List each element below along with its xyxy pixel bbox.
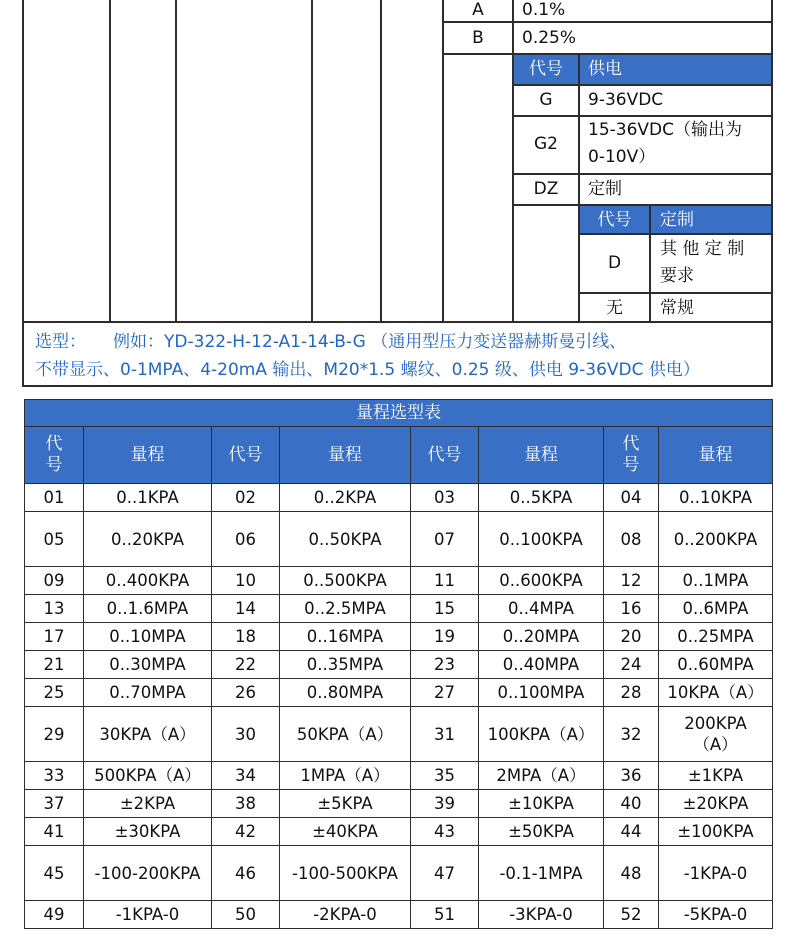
range-table-row	[25, 679, 773, 707]
range-table	[24, 399, 773, 929]
range-code-cell: 36	[604, 762, 659, 790]
range-value-cell: 0..60MPA	[659, 651, 773, 679]
range-table-row	[25, 846, 773, 901]
header-code: 代号	[411, 427, 479, 484]
row-divider	[442, 21, 773, 23]
range-code-cell: 26	[212, 679, 280, 707]
column-divider	[311, 0, 313, 322]
range-value-cell: 0..1KPA	[84, 484, 212, 512]
range-code-cell: 04	[604, 484, 659, 512]
range-table-row	[25, 484, 773, 512]
range-code-cell: 46	[212, 846, 280, 901]
range-code-cell: 50	[212, 901, 280, 929]
range-code-cell: 42	[212, 818, 280, 846]
range-value-cell: ±100KPA	[659, 818, 773, 846]
power-code-g2: G2	[534, 134, 558, 154]
range-value-cell: 0..20KPA	[84, 512, 212, 567]
accuracy-code-a: A	[472, 0, 484, 20]
range-code-cell: 16	[604, 595, 659, 623]
accuracy-value-a: 0.1%	[522, 0, 566, 20]
range-code-cell: 07	[411, 512, 479, 567]
range-code-cell: 21	[25, 651, 84, 679]
range-code-cell: 20	[604, 623, 659, 651]
range-value-cell: 0..40MPA	[479, 651, 604, 679]
range-code-cell: 05	[25, 512, 84, 567]
row-divider	[578, 233, 773, 235]
range-code-cell: 19	[411, 623, 479, 651]
power-value-g2-line2: 0-10V）	[588, 147, 656, 167]
custom-header-name: 定制	[660, 210, 694, 230]
range-code-cell: 38	[212, 790, 280, 818]
power-header-name: 供电	[588, 59, 622, 79]
range-code-cell: 40	[604, 790, 659, 818]
range-value-cell: -0.1-1MPA	[479, 846, 604, 901]
row-divider	[512, 84, 773, 86]
range-code-cell: 12	[604, 567, 659, 595]
range-value-cell: 0..600KPA	[479, 567, 604, 595]
range-value-cell: 0..16MPA	[280, 623, 411, 651]
range-value-cell: -1KPA-0	[84, 901, 212, 929]
range-value-cell: ±50KPA	[479, 818, 604, 846]
selection-note-line1: 选型： 例如：YD-322-H-12-A1-14-B-G （通用型压力变送器赫斯曼引线、	[35, 332, 627, 352]
range-code-cell: 23	[411, 651, 479, 679]
range-code-cell: 52	[604, 901, 659, 929]
range-value-cell: 0..400KPA	[84, 567, 212, 595]
range-code-cell: 33	[25, 762, 84, 790]
range-value-cell: 0..6MPA	[659, 595, 773, 623]
header-range: 量程	[84, 427, 212, 484]
range-value-cell: 10KPA（A）	[659, 679, 773, 707]
range-value-cell: 0..5KPA	[479, 484, 604, 512]
frame-note-divider	[22, 321, 773, 323]
range-value-cell: ±1KPA	[659, 762, 773, 790]
range-value-cell: 100KPA（A）	[479, 707, 604, 762]
range-value-cell: 0..1.6MPA	[84, 595, 212, 623]
range-code-cell: 01	[25, 484, 84, 512]
range-value-cell: 0..10KPA	[659, 484, 773, 512]
power-code-g: G	[539, 90, 553, 110]
range-value-cell: -5KPA-0	[659, 901, 773, 929]
custom-code-none: 无	[606, 298, 623, 318]
range-code-cell: 22	[212, 651, 280, 679]
selection-note-line2: 不带显示、0-1MPA、4-20mA 输出、M20*1.5 螺纹、0.25 级、供电 9-36VDC 供电）	[35, 360, 700, 380]
frame-right-border	[771, 0, 773, 387]
custom-header-code: 代号	[597, 210, 632, 230]
column-divider	[380, 0, 382, 322]
range-code-cell: 10	[212, 567, 280, 595]
header-code: 代号	[25, 427, 84, 484]
range-code-cell: 34	[212, 762, 280, 790]
range-value-cell: 500KPA（A）	[84, 762, 212, 790]
range-code-cell: 03	[411, 484, 479, 512]
range-code-cell: 49	[25, 901, 84, 929]
range-table-row	[25, 762, 773, 790]
range-code-cell: 29	[25, 707, 84, 762]
range-code-cell: 11	[411, 567, 479, 595]
range-code-cell: 06	[212, 512, 280, 567]
column-divider	[175, 0, 177, 322]
range-value-cell: 0..100MPA	[479, 679, 604, 707]
column-divider	[649, 206, 651, 322]
range-value-cell: 0..4MPA	[479, 595, 604, 623]
range-value-cell: 0..20MPA	[479, 623, 604, 651]
range-table-row	[25, 818, 773, 846]
range-code-cell: 15	[411, 595, 479, 623]
power-value-g2-line1: 15-36VDC（输出为	[588, 120, 742, 140]
accuracy-value-b: 0.25%	[522, 28, 577, 48]
header-range: 量程	[479, 427, 604, 484]
range-value-cell: 0..30MPA	[84, 651, 212, 679]
range-table-header-row	[25, 427, 773, 484]
header-range: 量程	[280, 427, 411, 484]
range-table-title: 量程选型表	[25, 400, 773, 427]
range-value-cell: -3KPA-0	[479, 901, 604, 929]
row-divider	[578, 292, 773, 294]
range-code-cell: 37	[25, 790, 84, 818]
range-value-cell: -1KPA-0	[659, 846, 773, 901]
header-code: 代号	[212, 427, 280, 484]
range-table-row	[25, 790, 773, 818]
range-table-row	[25, 623, 773, 651]
range-code-cell: 28	[604, 679, 659, 707]
range-value-cell: 200KPA（A）	[659, 707, 773, 762]
range-value-cell: 0..2.5MPA	[280, 595, 411, 623]
range-code-cell: 25	[25, 679, 84, 707]
range-code-cell: 43	[411, 818, 479, 846]
range-code-cell: 48	[604, 846, 659, 901]
range-code-cell: 39	[411, 790, 479, 818]
power-value-dz: 定制	[588, 179, 622, 199]
row-divider	[512, 173, 773, 175]
column-divider	[109, 0, 111, 322]
range-code-cell: 18	[212, 623, 280, 651]
range-code-cell: 35	[411, 762, 479, 790]
column-divider	[512, 0, 514, 55]
range-code-cell: 30	[212, 707, 280, 762]
range-value-cell: ±30KPA	[84, 818, 212, 846]
range-code-cell: 17	[25, 623, 84, 651]
power-header-code: 代号	[529, 59, 563, 79]
range-code-cell: 51	[411, 901, 479, 929]
range-value-cell: 0..10MPA	[84, 623, 212, 651]
range-value-cell: 0..70MPA	[84, 679, 212, 707]
power-value-g: 9-36VDC	[588, 90, 664, 110]
range-value-cell: 1MPA（A）	[280, 762, 411, 790]
range-code-cell: 45	[25, 846, 84, 901]
header-range: 量程	[659, 427, 773, 484]
accuracy-code-b: B	[472, 28, 484, 48]
range-code-cell: 13	[25, 595, 84, 623]
range-code-cell: 09	[25, 567, 84, 595]
range-value-cell: 0..1MPA	[659, 567, 773, 595]
range-code-cell: 41	[25, 818, 84, 846]
range-value-cell: ±5KPA	[280, 790, 411, 818]
range-code-cell: 47	[411, 846, 479, 901]
row-divider	[512, 115, 773, 117]
frame-bottom-border	[22, 385, 773, 387]
custom-value-none: 常规	[660, 298, 694, 318]
range-value-cell: 0..100KPA	[479, 512, 604, 567]
range-value-cell: 30KPA（A）	[84, 707, 212, 762]
column-divider	[442, 0, 444, 322]
range-code-cell: 32	[604, 707, 659, 762]
range-table-row	[25, 651, 773, 679]
range-value-cell: 0..25MPA	[659, 623, 773, 651]
range-value-cell: ±2KPA	[84, 790, 212, 818]
range-value-cell: 0..80MPA	[280, 679, 411, 707]
range-value-cell: 0..35MPA	[280, 651, 411, 679]
range-code-cell: 44	[604, 818, 659, 846]
frame-left-border	[22, 0, 24, 387]
custom-code-d: D	[607, 253, 622, 273]
power-code-dz: DZ	[533, 179, 559, 199]
range-value-cell: 2MPA（A）	[479, 762, 604, 790]
header-code: 代号	[604, 427, 659, 484]
range-table-row	[25, 567, 773, 595]
range-code-cell: 24	[604, 651, 659, 679]
custom-value-d-line2: 要求	[660, 266, 694, 286]
range-value-cell: 0..2KPA	[280, 484, 411, 512]
range-value-cell: -2KPA-0	[280, 901, 411, 929]
range-value-cell: 50KPA（A）	[280, 707, 411, 762]
range-code-cell: 08	[604, 512, 659, 567]
range-table-row	[25, 595, 773, 623]
range-code-cell: 14	[212, 595, 280, 623]
range-value-cell: -100-200KPA	[84, 846, 212, 901]
range-value-cell: ±10KPA	[479, 790, 604, 818]
range-table-row	[25, 707, 773, 762]
range-value-cell: -100-500KPA	[280, 846, 411, 901]
custom-value-d-line1: 其 他 定 制	[660, 239, 745, 259]
range-value-cell: 0..500KPA	[280, 567, 411, 595]
range-table-row	[25, 901, 773, 929]
range-value-cell: ±20KPA	[659, 790, 773, 818]
range-value-cell: ±40KPA	[280, 818, 411, 846]
range-value-cell: 0..200KPA	[659, 512, 773, 567]
range-value-cell: 0..50KPA	[280, 512, 411, 567]
range-code-cell: 31	[411, 707, 479, 762]
range-code-cell: 27	[411, 679, 479, 707]
column-divider	[578, 55, 580, 206]
range-code-cell: 02	[212, 484, 280, 512]
range-table-row	[25, 512, 773, 567]
